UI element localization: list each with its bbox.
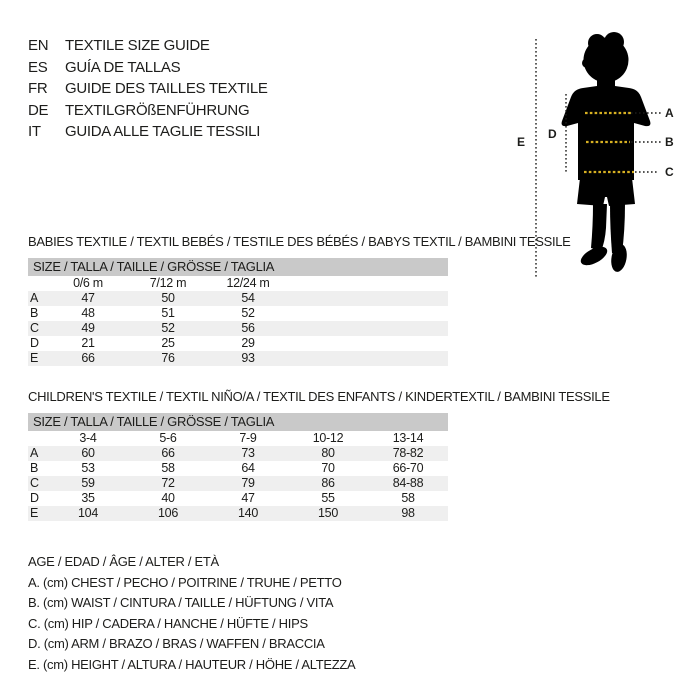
corner-cell xyxy=(28,431,48,446)
lang-code: EN xyxy=(28,37,49,54)
row-label: B xyxy=(30,306,39,320)
table-row xyxy=(28,506,448,521)
cell-value: 98 xyxy=(401,506,415,520)
cell-value: 50 xyxy=(161,291,175,305)
height-label-e: E xyxy=(517,135,526,149)
cell-value: 66-70 xyxy=(392,461,424,475)
lang-title: TEXTILE SIZE GUIDE xyxy=(65,37,210,54)
row-label: A xyxy=(30,291,39,305)
lang-code: FR xyxy=(28,80,48,98)
cell-value: 52 xyxy=(161,321,175,335)
cell-value: 58 xyxy=(401,491,415,505)
table-row xyxy=(28,446,448,461)
table-row xyxy=(28,476,448,491)
lang-title: GUÍA DE TALLAS xyxy=(65,58,181,76)
cell-value: 78-82 xyxy=(392,446,424,460)
children-column-header-row xyxy=(28,431,448,446)
cell-value: 64 xyxy=(241,461,255,475)
corner-cell xyxy=(28,276,48,291)
cell-value: 73 xyxy=(241,446,255,460)
lang-row-es xyxy=(28,57,268,79)
cell-value: 58 xyxy=(161,461,175,475)
table-row xyxy=(28,491,448,506)
cell-value: 150 xyxy=(318,506,338,520)
cell-value: 140 xyxy=(238,506,258,520)
legend-chest: A. (cm) CHEST / PECHO / POITRINE / TRUHE / PETTO xyxy=(28,574,342,590)
measurement-legend xyxy=(28,552,355,676)
cell-value: 48 xyxy=(81,306,95,320)
lang-code: ES xyxy=(28,58,48,76)
legend-hip: C. (cm) HIP / CADERA / HANCHE / HÜFTE / HIPS xyxy=(28,615,308,631)
legend-age: AGE / EDAD / ÂGE / ALTER / ETÀ xyxy=(28,554,219,569)
babies-size-table xyxy=(28,258,448,366)
lang-title: GUIDA ALLE TAGLIE TESSILI xyxy=(65,123,261,141)
cell-value: 66 xyxy=(161,446,175,460)
table-row xyxy=(28,351,448,366)
table-row xyxy=(28,291,448,306)
arm-label-d: D xyxy=(548,127,557,141)
row-label: E xyxy=(30,351,39,365)
cell-value: 54 xyxy=(241,291,255,305)
column-header: 12/24 m xyxy=(226,276,270,290)
cell-value: 56 xyxy=(241,321,255,335)
children-section-title: CHILDREN'S TEXTILE / TEXTIL NIÑO/A / TEXTIL DES ENFANTS / KINDERTEXTIL / BAMBINI TESSILE xyxy=(28,389,610,404)
children-size-table xyxy=(28,413,448,521)
row-label: B xyxy=(30,461,39,475)
legend-waist: B. (cm) WAIST / CINTURA / TAILLE / HÜFTUNG / VITA xyxy=(28,595,334,611)
column-header: 13-14 xyxy=(392,431,424,445)
babies-size-header-bar: SIZE / TALLA / TAILLE / GRÖSSE / TAGLIA xyxy=(28,258,448,276)
row-label: C xyxy=(30,476,39,490)
cell-value: 29 xyxy=(241,336,255,350)
row-label: E xyxy=(30,506,39,520)
lang-row-fr xyxy=(28,78,268,100)
cell-value: 84-88 xyxy=(392,476,424,490)
cell-value: 59 xyxy=(81,476,95,490)
table-row xyxy=(28,461,448,476)
column-header: 7-9 xyxy=(239,431,257,445)
column-header: 3-4 xyxy=(79,431,97,445)
cell-value: 47 xyxy=(81,291,95,305)
table-row xyxy=(28,321,448,336)
babies-column-header-row xyxy=(28,276,448,291)
cell-value: 66 xyxy=(81,351,95,365)
cell-value: 86 xyxy=(321,476,335,490)
child-measurement-diagram xyxy=(505,28,695,290)
cell-value: 55 xyxy=(321,491,335,505)
waist-label-b: B xyxy=(665,135,674,149)
cell-value: 106 xyxy=(158,506,178,520)
babies-section-title: BABIES TEXTILE / TEXTIL BEBÉS / TESTILE DES BÉBÉS / BABYS TEXTIL / BAMBINI TESSILE xyxy=(28,234,571,249)
column-header: 7/12 m xyxy=(149,276,187,290)
row-label: A xyxy=(30,446,39,460)
lang-row-it xyxy=(28,121,268,143)
cell-value: 25 xyxy=(161,336,175,350)
cell-value: 70 xyxy=(321,461,335,475)
cell-value: 49 xyxy=(81,321,95,335)
cell-value: 47 xyxy=(241,491,255,505)
child-silhouette-icon xyxy=(562,32,651,273)
row-label: D xyxy=(30,491,39,505)
column-header: 10-12 xyxy=(312,431,344,445)
lang-row-en xyxy=(28,35,268,57)
row-label: C xyxy=(30,321,39,335)
cell-value: 80 xyxy=(321,446,335,460)
cell-value: 40 xyxy=(161,491,175,505)
lang-row-de xyxy=(28,100,268,122)
cell-value: 72 xyxy=(161,476,175,490)
cell-value: 60 xyxy=(81,446,95,460)
column-header: 5-6 xyxy=(159,431,177,445)
cell-value: 51 xyxy=(161,306,175,320)
cell-value: 104 xyxy=(78,506,98,520)
lang-title: GUIDE DES TAILLES TEXTILE xyxy=(65,80,268,98)
chest-label-a: A xyxy=(665,106,674,120)
cell-value: 21 xyxy=(81,336,95,350)
cell-value: 35 xyxy=(81,491,95,505)
cell-value: 53 xyxy=(81,461,95,475)
table-row xyxy=(28,336,448,351)
language-title-list xyxy=(28,35,268,143)
lang-code: DE xyxy=(28,101,49,119)
row-label: D xyxy=(30,336,39,350)
cell-value: 79 xyxy=(241,476,255,490)
cell-value: 76 xyxy=(161,351,175,365)
lang-title: TEXTILGRÖßENFÜHRUNG xyxy=(65,101,250,119)
column-header: 0/6 m xyxy=(73,276,103,290)
hip-label-c: C xyxy=(665,165,674,179)
legend-arm: D. (cm) ARM / BRAZO / BRAS / WAFFEN / BRACCIA xyxy=(28,636,325,652)
lang-code: IT xyxy=(28,123,41,141)
cell-value: 52 xyxy=(241,306,255,320)
children-size-header-bar: SIZE / TALLA / TAILLE / GRÖSSE / TAGLIA xyxy=(28,413,448,431)
table-row xyxy=(28,306,448,321)
cell-value: 93 xyxy=(241,351,255,365)
legend-height: E. (cm) HEIGHT / ALTURA / HAUTEUR / HÖHE / ALTEZZA xyxy=(28,656,356,672)
